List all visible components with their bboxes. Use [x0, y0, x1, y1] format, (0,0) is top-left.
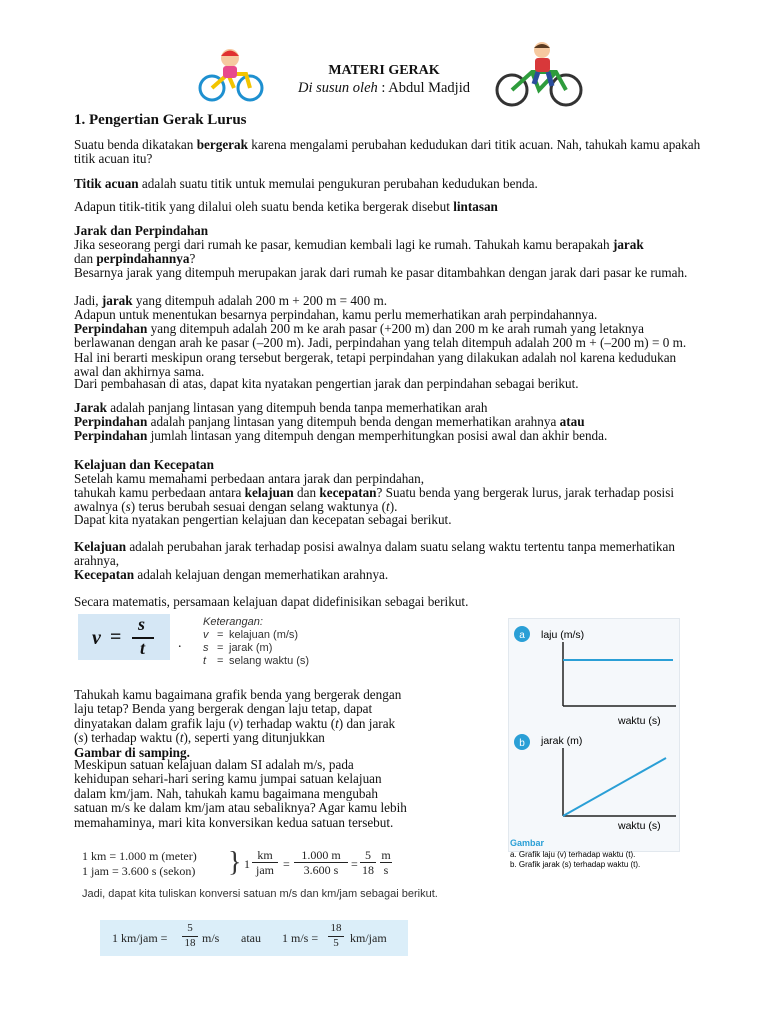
- conversion-box-unit-2: km/jam: [350, 931, 387, 945]
- legend-row: s = jarak (m): [203, 642, 273, 654]
- graph-a-ylabel: laju (m/s): [541, 629, 585, 641]
- legend-title: Keterangan:: [203, 616, 263, 628]
- conversion-box-fraction-1: 5 18: [182, 922, 198, 949]
- conversion-box-b: 1 m/s =: [282, 931, 319, 945]
- paragraph-satuan: Meskipun satuan kelajuan dalam SI adalah m/s, pada kehidupan sehari-hari sering kamu jumpai satuan kelajuan dalam km/jam. Nah, tahukah kamu bagaimana mengubah satuan m/s ke dalam km/jam atau sebaliknya? Agar kamu lebih memahaminya, mari kita konversikan kedua satuan tersebut.: [74, 757, 407, 830]
- paragraph-kelajuan-intro: Setelah kamu memahami perbedaan antara jarak dan perpindahan,: [74, 471, 425, 486]
- graph-figure: [508, 618, 680, 878]
- paragraph-lintasan: Adapun titik-titik yang dilalui oleh suatu benda ketika bergerak disebut lintasan: [74, 199, 498, 214]
- author-prefix: Di susun oleh: [298, 80, 378, 96]
- subheading-jarak: Jarak dan Perpindahan: [74, 223, 209, 238]
- formula-box: [78, 614, 170, 660]
- graph-caption-title: Gambar: [510, 838, 545, 848]
- graph-b-line: [563, 758, 666, 816]
- paragraph-jarak-hasil: Jadi, jarak yang ditempuh adalah 200 m + 200 m = 400 m.: [74, 293, 388, 308]
- definition-perpindahan-alt: Perpindahan jumlah lintasan yang ditempuh dengan memperhitungkan posisi awal dan akhir benda.: [74, 428, 608, 443]
- conversion-result-box: [100, 920, 408, 956]
- conversion-eq-1: =: [283, 857, 290, 871]
- conversion-brace: }: [228, 847, 242, 878]
- definition-jarak: Jarak adalah panjang lintasan yang ditempuh benda tanpa memerhatikan arah: [74, 400, 488, 415]
- formula-lhs: v: [92, 627, 101, 649]
- paragraph-perpindahan: Perpindahan yang ditempuh adalah 200 m ke arah pasar (+200 m) dan 200 m ke arah rumah yang letaknya berlawanan dengan arah ke pasar (–200 m). Jadi, perpindahan yang telah ditempuh adalah 200 m + (–200 m) = 0 m. Hal ini berarti meskipun orang tersebut bergerak, tetapi perpindahan yang dilakukan adalah nol karena kedudukan awal dan akhirnya sama.: [74, 321, 687, 380]
- definition-perpindahan: Perpindahan adalah panjang lintasan yang ditempuh benda dengan memerhatikan arahnya atau: [74, 414, 585, 429]
- formula-legend: [203, 616, 309, 668]
- graph-b-badge-label: b: [519, 738, 525, 749]
- definition-kecepatan: Kecepatan adalah kelajuan dengan memerhatikan arahnya.: [74, 567, 389, 582]
- conversion-box-atau: atau: [241, 931, 261, 945]
- author-line: [0, 80, 768, 97]
- paragraph-kelajuan-question: tahukah kamu perbedaan antara kelajuan dan kecepatan? Suatu benda yang bergerak lurus, jarak terhadap posisi awalnya (s) terus berubah sesuai dengan selang waktunya (t).: [74, 485, 675, 515]
- graph-a-xlabel: waktu (s): [618, 715, 661, 727]
- conversion-one: 1: [244, 857, 250, 871]
- paragraph-kelajuan-lead: Dapat kita nyatakan pengertian kelajuan dan kecepatan sebagai berikut.: [74, 512, 452, 527]
- conversion-box-a: 1 km/jam =: [112, 931, 168, 945]
- graph-caption-a: a. Grafik laju (v) terhadap waktu (t).: [510, 850, 636, 859]
- paragraph-titik-acuan: Titik acuan adalah suatu titik untuk memulai pengukuran perubahan kedudukan benda.: [74, 176, 538, 191]
- paragraph-arah: Adapun untuk menentukan besarnya perpindahan, kamu perlu memerhatikan arah perpindahannya.: [74, 307, 598, 322]
- conversion-box-fraction-2: 18 5: [328, 922, 344, 949]
- graph-b-xlabel: waktu (s): [618, 820, 661, 832]
- paragraph-pembahasan: Dari pembahasan di atas, dapat kita nyatakan pengertian jarak dan perpindahan sebagai berikut.: [74, 376, 579, 391]
- paragraph-jarak-question: Jika seseorang pergi dari rumah ke pasar, kemudian kembali lagi ke rumah. Tahukah kamu berapakah jarak dan perpindahannya?: [74, 237, 644, 267]
- legend-row: v = kelajuan (m/s): [203, 629, 299, 641]
- conversion-fraction-2: 1.000 m 3.600 s: [294, 848, 348, 878]
- conversion-fraction-1: km jam: [252, 848, 278, 878]
- conversion-definitions: [82, 849, 197, 879]
- conversion-jam: 1 jam = 3.600 s (sekon): [82, 864, 196, 878]
- paragraph-jarak-besar: Besarnya jarak yang ditempuh merupakan jarak dari rumah ke pasar ditambahkan dengan jarak dari pasar ke rumah.: [74, 265, 688, 280]
- paragraph-grafik: Tahukah kamu bagaimana grafik benda yang bergerak dengan laju tetap? Benda yang bergerak dengan laju tetap, dapat dinyatakan dalam grafik laju (v) terhadap waktu (t) dan jarak (s) terhadap waktu (t), seperti yang ditunjukkan Gambar di samping.: [74, 687, 402, 760]
- graph-a-badge-label: a: [519, 630, 525, 641]
- page-title: MATERI GERAK: [328, 63, 440, 78]
- subheading-kelajuan: Kelajuan dan Kecepatan: [74, 457, 214, 472]
- conversion-km: 1 km = 1.000 m (meter): [82, 849, 197, 863]
- paragraph-matematis: Secara matematis, persamaan kelajuan dapat didefinisikan sebagai berikut.: [74, 594, 469, 609]
- definition-kelajuan: Kelajuan adalah perubahan jarak terhadap posisi awalnya dalam suatu selang waktu tertentu tanpa memerhatikan arahnya,: [74, 539, 675, 569]
- formula-denominator: t: [140, 638, 146, 658]
- conversion-note: Jadi, dapat kita tuliskan konversi satuan m/s dan km/jam sebagai berikut.: [82, 888, 438, 900]
- author-name: : Abdul Madjid: [377, 80, 470, 96]
- formula-numerator: s: [138, 614, 146, 634]
- graph-caption-b: b. Grafik jarak (s) terhadap waktu (t).: [510, 860, 641, 869]
- conversion-eq-2: =: [351, 857, 358, 871]
- conversion-box-unit-1: m/s: [202, 931, 220, 945]
- conversion-fraction-3: 5 18: [362, 848, 374, 877]
- section-heading: 1. Pengertian Gerak Lurus: [74, 112, 247, 128]
- conversion-fraction-unit: m s: [381, 848, 391, 877]
- formula-equals: =: [110, 626, 122, 648]
- formula-dot: .: [178, 636, 182, 651]
- paragraph-bergerak: Suatu benda dikatakan bergerak karena mengalami perubahan kedudukan dari titik acuan. Nah, tahukah kamu apakah titik acuan itu?: [74, 137, 701, 167]
- graph-b-ylabel: jarak (m): [541, 735, 583, 747]
- legend-row: t = selang waktu (s): [203, 655, 310, 667]
